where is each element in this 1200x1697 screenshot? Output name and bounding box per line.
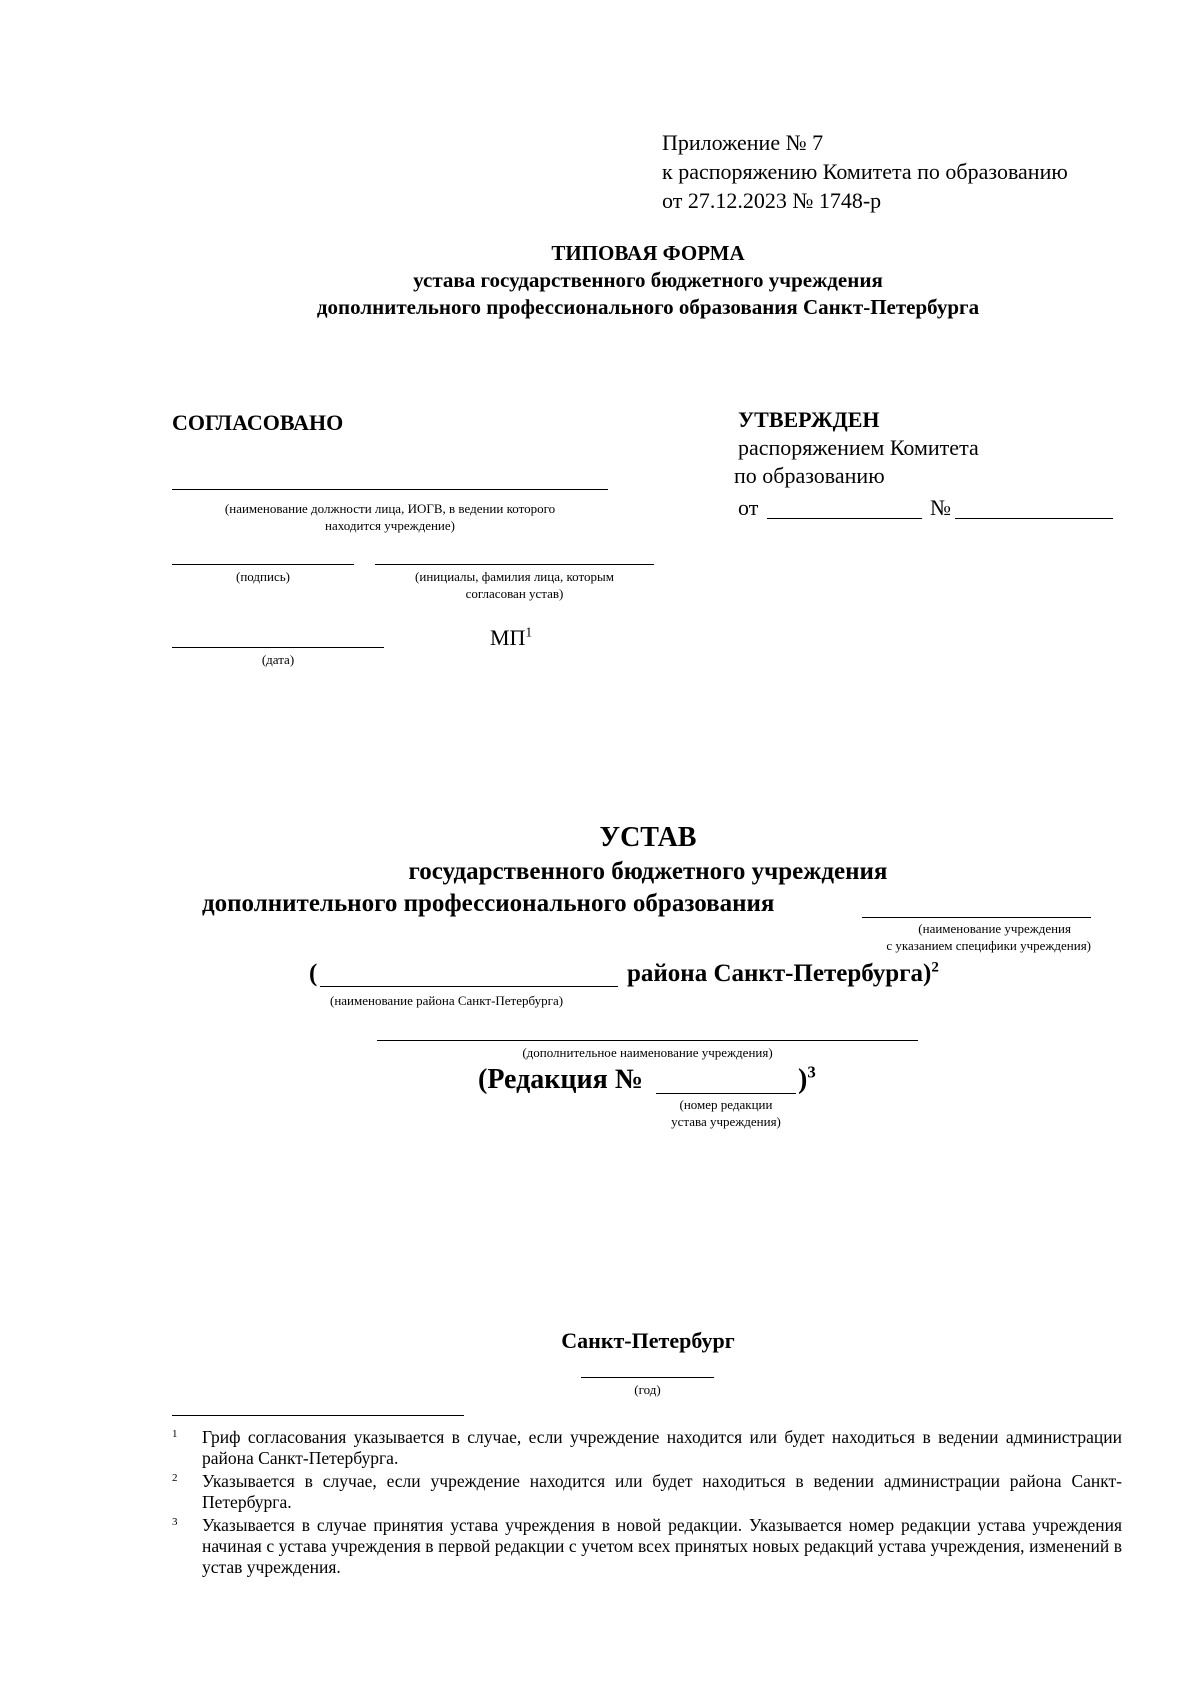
charter-line-1: государственного бюджетного учреждения <box>408 858 888 885</box>
position-line <box>172 489 608 490</box>
footnote-text: Указывается в случае, если учреждение находится или будет находиться в ведении администрации района Санкт-Петербурга. <box>202 1471 1122 1512</box>
date-line <box>172 647 384 648</box>
approved-number-label: № <box>930 495 951 520</box>
footnote-text: Указывается в случае принятия устава учреждения в новой редакции. Указывается номер редакции устава учреждения начиная с устава учреждения в первой редакции с учетом всех принятых новых редакций устава учреждения, изменений в устав учреждения. <box>202 1515 1122 1577</box>
form-title-line-2: устава государственного бюджетного учреждения <box>413 268 883 292</box>
date-caption: (дата) <box>261 652 295 667</box>
appendix-line-1: Приложение № 7 <box>662 130 824 155</box>
name-caption <box>375 568 654 602</box>
signature-line <box>172 564 354 565</box>
approved-from-label: от <box>738 495 759 520</box>
stamp-text: МП <box>490 625 526 650</box>
edition-close-paren: ) <box>798 1064 808 1095</box>
charter-line-2: дополнительного профессионального образования <box>202 890 775 917</box>
agreed-title: СОГЛАСОВАНО <box>172 410 344 435</box>
form-title <box>0 240 1200 321</box>
edition-caption-line-1: (номер редакции <box>679 1097 773 1112</box>
appendix-line-3: от 27.12.2023 № 1748-р <box>662 188 882 213</box>
stamp-label <box>490 625 532 651</box>
edition-footnote-mark: 3 <box>807 1062 816 1082</box>
footnote-text: Гриф согласования указывается в случае, если учреждение находится или будет находиться в ведении администрации района Санкт-Петербурга. <box>202 1427 1122 1468</box>
approved-line-1: распоряжением Комитета <box>738 435 979 460</box>
district-label: района Санкт-Петербурга) <box>627 960 932 987</box>
additional-caption: (дополнительное наименование учреждения) <box>522 1045 773 1060</box>
institution-caption-line-2: с указанием специфики учреждения) <box>886 938 1091 953</box>
footnotes <box>172 1427 1122 1578</box>
appendix-line-2: к распоряжению Комитета по образованию <box>662 159 1068 184</box>
stamp-footnote-mark: 1 <box>525 624 533 640</box>
approved-line-2: по образованию <box>734 463 885 488</box>
position-caption-line-2: находится учреждение) <box>325 518 455 533</box>
name-line <box>375 564 654 565</box>
charter-title: УСТАВ <box>599 822 697 853</box>
district-name-line <box>320 986 618 987</box>
footnote-item <box>172 1471 1122 1513</box>
position-caption-line-1: (наименование должности лица, ИОГВ, в ведении которого <box>224 501 556 516</box>
footnote-mark: 3 <box>172 1516 178 1528</box>
approved-number-line <box>955 518 1113 519</box>
footnote-mark: 2 <box>172 1472 178 1484</box>
position-caption <box>172 500 608 534</box>
name-caption-line-1: (инициалы, фамилия лица, которым <box>415 569 614 584</box>
year-caption: (год) <box>634 1382 661 1397</box>
approved-date-line <box>767 518 922 519</box>
approved-block <box>734 406 979 490</box>
additional-name-line <box>377 1040 918 1041</box>
edition-caption <box>636 1096 816 1130</box>
edition-label: (Редакция № <box>478 1064 643 1095</box>
institution-caption <box>862 920 1091 954</box>
name-caption-line-2: согласован устав) <box>465 586 564 601</box>
appendix-block <box>662 128 1068 215</box>
district-text <box>627 960 939 988</box>
footnote-separator <box>172 1415 464 1416</box>
form-title-line-3: дополнительного профессионального образования Санкт-Петербурга <box>316 295 980 319</box>
edition-number-line <box>656 1093 796 1094</box>
district-footnote-mark: 2 <box>931 959 939 976</box>
institution-name-line <box>862 917 1091 918</box>
footnote-item <box>172 1515 1122 1578</box>
form-title-line-1: ТИПОВАЯ ФОРМА <box>551 241 745 265</box>
district-open-paren: ( <box>309 960 318 987</box>
footnote-item <box>172 1427 1122 1469</box>
signature-caption: (подпись) <box>236 569 290 584</box>
year-line <box>581 1377 714 1378</box>
institution-caption-line-1: (наименование учреждения <box>918 921 1071 936</box>
edition-caption-line-2: устава учреждения) <box>671 1114 781 1129</box>
approved-title: УТВЕРЖДЕН <box>738 407 880 432</box>
district-caption: (наименование района Санкт-Петербурга) <box>330 993 564 1008</box>
footnote-mark: 1 <box>172 1428 178 1440</box>
edition-close <box>798 1064 816 1096</box>
city-name: Санкт-Петербург <box>561 1328 735 1353</box>
